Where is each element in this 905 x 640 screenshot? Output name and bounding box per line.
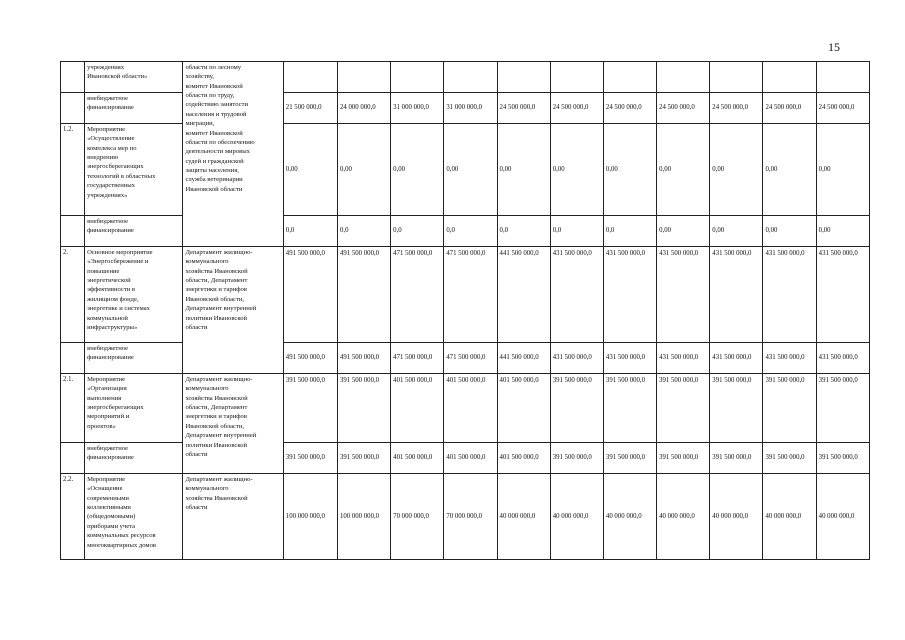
executor-cell: Департамент жилищно- коммунального хозяйства Ивановской области: [183, 474, 283, 560]
value-cell: 0,0: [283, 216, 337, 247]
table-row: [61, 374, 870, 443]
value-cell: 0,00: [763, 216, 816, 247]
value-cell: 0,0: [603, 216, 656, 247]
row-number-cell: [61, 216, 85, 247]
value-cell: 391 500 000,0: [657, 443, 710, 474]
executor-cell: Департамент жилищно- коммунального хозяйства Ивановской области, Департамент энергетики и тарифов Ивановской области, Департамент внутренней политики Ивановской области: [183, 247, 283, 374]
table-row: [61, 93, 870, 124]
value-cell: 491 500 000,0: [337, 343, 390, 374]
value-cell: 0,00: [710, 216, 763, 247]
value-cell: 431 500 000,0: [763, 247, 816, 343]
value-cell: 471 500 000,0: [391, 343, 444, 374]
value-cell: 0,0: [444, 216, 497, 247]
funding-source-cell: внебюджетное финансирование: [85, 443, 183, 474]
value-cell: 0,0: [550, 216, 603, 247]
value-cell: 0,0: [497, 216, 550, 247]
funding-source-cell: внебюджетное финансирование: [85, 216, 183, 247]
value-cell: 24 500 000,0: [603, 93, 656, 124]
value-cell: 391 500 000,0: [283, 443, 337, 474]
value-cell: 0,00: [603, 124, 656, 216]
value-cell: 0,00: [816, 216, 869, 247]
value-cell: 391 500 000,0: [283, 374, 337, 443]
value-cell: 24 500 000,0: [763, 93, 816, 124]
value-cell: 441 500 000,0: [497, 247, 550, 343]
value-cell: 431 500 000,0: [603, 343, 656, 374]
table-row: [61, 62, 870, 93]
value-cell: 0,00: [283, 124, 337, 216]
value-cell: 401 500 000,0: [391, 374, 444, 443]
value-cell: 31 000 000,0: [391, 93, 444, 124]
value-cell: 431 500 000,0: [763, 343, 816, 374]
value-cell: 21 500 000,0: [283, 93, 337, 124]
value-cell: 40 000 000,0: [710, 474, 763, 560]
table-row: [61, 443, 870, 474]
value-cell: 431 500 000,0: [657, 247, 710, 343]
value-cell: 401 500 000,0: [391, 443, 444, 474]
value-cell: 491 500 000,0: [283, 343, 337, 374]
funding-source-cell: внебюджетное финансирование: [85, 93, 183, 124]
value-cell: 0,00: [444, 124, 497, 216]
row-number-cell: [61, 443, 85, 474]
value-cell: 24 500 000,0: [657, 93, 710, 124]
activity-name-cell: учреждениях Ивановской области»: [85, 62, 183, 93]
value-cell: 0,00: [497, 124, 550, 216]
value-cell: 0,00: [391, 124, 444, 216]
value-cell: 0,00: [550, 124, 603, 216]
table-row: [61, 474, 870, 560]
value-cell: 491 500 000,0: [283, 247, 337, 343]
page-number: 15: [828, 40, 840, 54]
value-cell: 391 500 000,0: [710, 443, 763, 474]
value-cell: 391 500 000,0: [763, 374, 816, 443]
value-cell: 391 500 000,0: [603, 374, 656, 443]
value-cell: 0,0: [391, 216, 444, 247]
value-cell: 0,00: [710, 124, 763, 216]
value-cell: 391 500 000,0: [603, 443, 656, 474]
row-number-cell: [61, 343, 85, 374]
value-cell: 100 000 000,0: [283, 474, 337, 560]
funding-source-cell: внебюджетное финансирование: [85, 343, 183, 374]
value-cell: 391 500 000,0: [816, 374, 869, 443]
value-cell: 391 500 000,0: [550, 443, 603, 474]
row-number-cell: 2.1.: [61, 374, 85, 443]
executor-cell: области по лесному хозяйству, комитет Ивановской области по труду, содействию занятости населения и трудовой миграции, комитет Ивановской области по обеспечению деятельности мировых судей и гражданской защиты населения, служба ветеринарии Ивановской области: [183, 62, 283, 247]
value-cell: 441 500 000,0: [497, 343, 550, 374]
row-number-cell: [61, 93, 85, 124]
value-cell: 24 500 000,0: [710, 93, 763, 124]
value-cell: 40 000 000,0: [497, 474, 550, 560]
row-number-cell: [61, 62, 85, 93]
value-cell: 40 000 000,0: [603, 474, 656, 560]
value-cell: 24 000 000,0: [337, 93, 390, 124]
executor-cell: Департамент жилищно- коммунального хозяйства Ивановской области, Департамент энергетики и тарифов Ивановской области, Департамент внутренней политики Ивановской области: [183, 374, 283, 474]
table-row: [61, 343, 870, 374]
activity-name-cell: Мероприятие «Осуществление комплекса мер по внедрению энергосберегающих технологий в областных государственных учреждениях»: [85, 124, 183, 216]
value-cell: 391 500 000,0: [763, 443, 816, 474]
value-cell: 24 500 000,0: [497, 93, 550, 124]
value-cell: 471 500 000,0: [444, 247, 497, 343]
value-cell: 0,00: [816, 124, 869, 216]
value-cell: 401 500 000,0: [497, 443, 550, 474]
value-cell: 70 000 000,0: [444, 474, 497, 560]
value-cell: 401 500 000,0: [444, 374, 497, 443]
value-cell: 391 500 000,0: [550, 374, 603, 443]
value-cell: 431 500 000,0: [816, 343, 869, 374]
value-cell: 391 500 000,0: [710, 374, 763, 443]
value-cell: 391 500 000,0: [657, 374, 710, 443]
value-cell: 391 500 000,0: [816, 443, 869, 474]
value-cell: 431 500 000,0: [710, 247, 763, 343]
value-cell: 471 500 000,0: [444, 343, 497, 374]
activity-name-cell: Основное мероприятие «Энергосбережение и повышение энергетической эффективности в жилищном фонде, энергетике и системах коммунальной инфраструктуры»: [85, 247, 183, 343]
value-cell: 24 500 000,0: [816, 93, 869, 124]
program-funding-table: [60, 61, 870, 560]
value-cell: 431 500 000,0: [657, 343, 710, 374]
value-cell: 401 500 000,0: [444, 443, 497, 474]
value-cell: 0,00: [763, 124, 816, 216]
row-number-cell: 1.2.: [61, 124, 85, 216]
value-cell: 100 000 000,0: [337, 474, 390, 560]
value-cell: 70 000 000,0: [391, 474, 444, 560]
table-row: [61, 124, 870, 216]
value-cell: 0,00: [337, 124, 390, 216]
value-cell: 491 500 000,0: [337, 247, 390, 343]
value-cell: 0,00: [657, 216, 710, 247]
row-number-cell: 2.: [61, 247, 85, 343]
value-cell: 391 500 000,0: [337, 443, 390, 474]
value-cell: 31 000 000,0: [444, 93, 497, 124]
value-cell: 40 000 000,0: [816, 474, 869, 560]
table-row: [61, 247, 870, 343]
value-cell: 431 500 000,0: [550, 247, 603, 343]
value-cell: 391 500 000,0: [337, 374, 390, 443]
value-cell: 0,00: [657, 124, 710, 216]
value-cell: 0,0: [337, 216, 390, 247]
value-cell: 24 500 000,0: [550, 93, 603, 124]
value-cell: 40 000 000,0: [763, 474, 816, 560]
value-cell: 431 500 000,0: [710, 343, 763, 374]
activity-name-cell: Мероприятие «Организация выполнения энергосберегающих мероприятий и проектов»: [85, 374, 183, 443]
table-row: [61, 216, 870, 247]
value-cell: 401 500 000,0: [497, 374, 550, 443]
value-cell: 471 500 000,0: [391, 247, 444, 343]
value-cell: 431 500 000,0: [603, 247, 656, 343]
value-cell: 40 000 000,0: [550, 474, 603, 560]
activity-name-cell: Мероприятие «Оснащение современными коллективными (общедомовыми) приборами учета коммунальных ресурсов многоквартирных домов: [85, 474, 183, 560]
value-cell: 40 000 000,0: [657, 474, 710, 560]
value-cell: 431 500 000,0: [550, 343, 603, 374]
value-cell: 431 500 000,0: [816, 247, 869, 343]
row-number-cell: 2.2.: [61, 474, 85, 560]
